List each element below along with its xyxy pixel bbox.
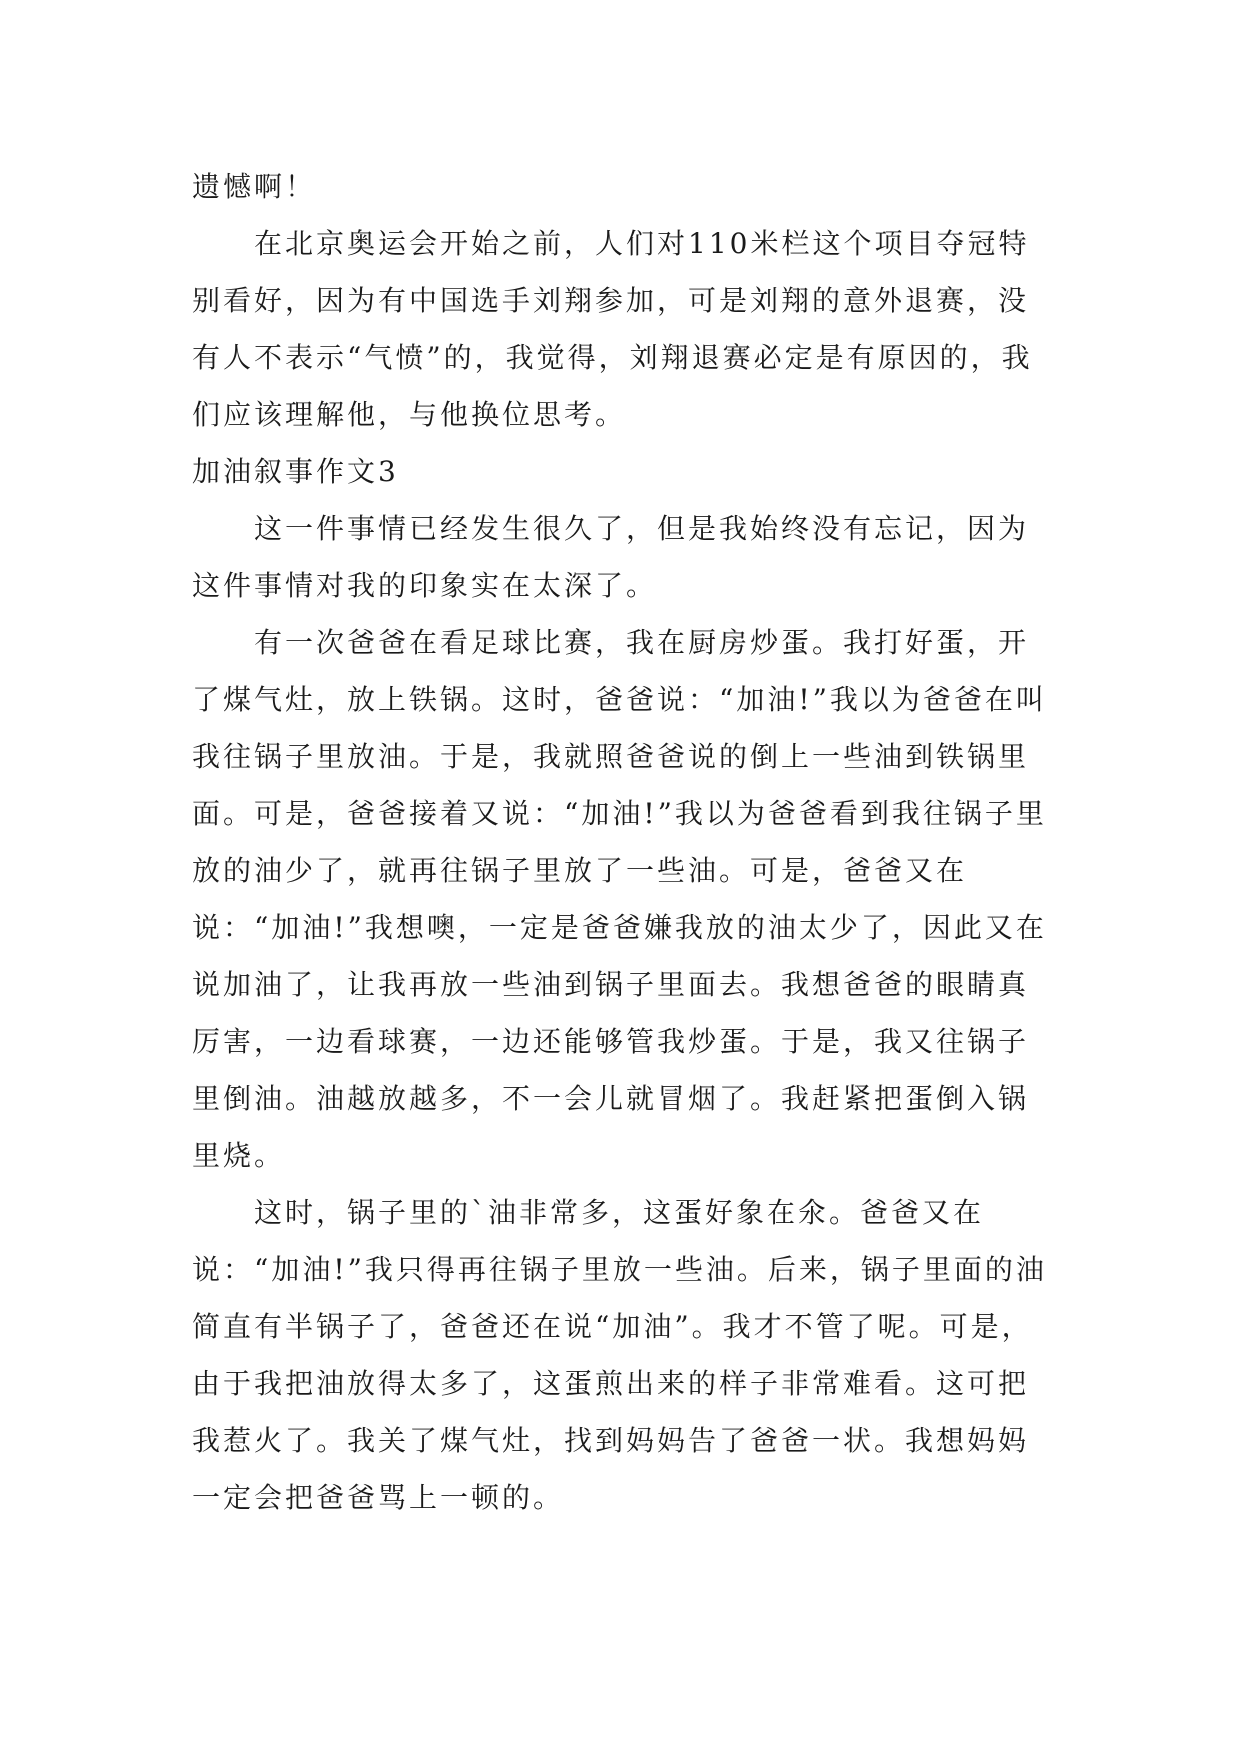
paragraph-olympics: 在北京奥运会开始之前，人们对110米栏这个项目夺冠特别看好，因为有中国选手刘翔参加，可是刘翔的意外退赛，没有人不表示“气愤”的，我觉得，刘翔退赛必定是有原因的，我们应该理解他，与他换位思考。 <box>192 227 1033 431</box>
document-body <box>192 158 1052 1526</box>
paragraph-ending: 这时，锅子里的`油非常多，这蛋好象在氽。爸爸又在说：“加油!”我只得再往锅子里放一些油。后来，锅子里面的油简直有半锅子了，爸爸还在说“加油”。我才不管了呢。可是，由于我把油放得太多了，这蛋煎出来的样子非常难看。这可把我惹火了。我关了煤气灶，找到妈妈告了爸爸一状。我想妈妈一定会把爸爸骂上一顿的。 <box>192 1196 1047 1514</box>
paragraph-cooking: 有一次爸爸在看足球比赛，我在厨房炒蛋。我打好蛋，开了煤气灶，放上铁锅。这时，爸爸说：“加油!”我以为爸爸在叫我往锅子里放油。于是，我就照爸爸说的倒上一些油到铁锅里面。可是，爸爸接着又说：“加油!”我以为爸爸看到我往锅子里放的油少了，就再往锅子里放了一些油。可是，爸爸又在说：“加油!”我想噢，一定是爸爸嫌我放的油太少了，因此又在说加油了，让我再放一些油到锅子里面去。我想爸爸的眼睛真厉害，一边看球赛，一边还能够管我炒蛋。于是，我又往锅子里倒油。油越放越多，不一会儿就冒烟了。我赶紧把蛋倒入锅里烧。 <box>192 626 1047 1172</box>
paragraph-continuation: 遗憾啊！ <box>192 170 317 203</box>
section-heading: 加油叙事作文3 <box>192 455 399 488</box>
paragraph-intro: 这一件事情已经发生很久了，但是我始终没有忘记，因为这件事情对我的印象实在太深了。 <box>192 512 1030 602</box>
